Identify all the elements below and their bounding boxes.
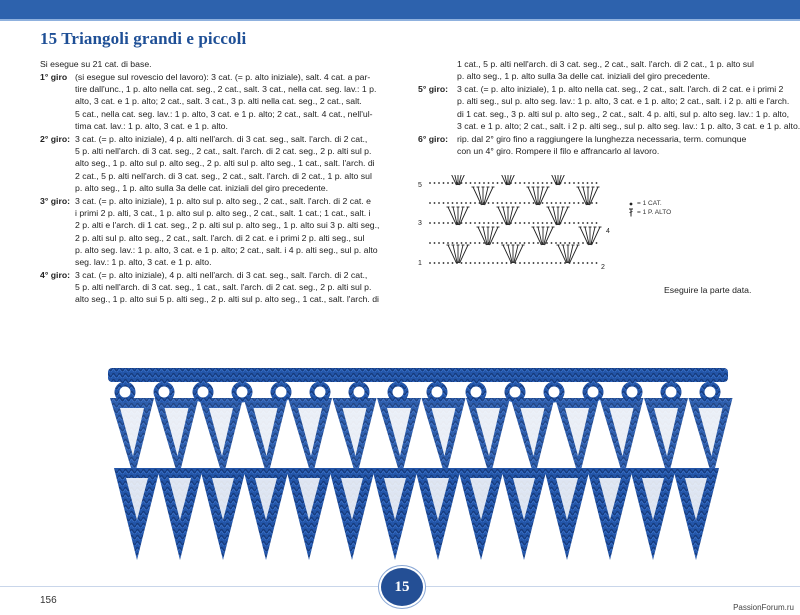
giro-line: 2 p. alti sul p. alto seg., 2 cat., salt. l'arch. di 2 cat. e i primi 2 p. alti seg., sul bbox=[75, 232, 365, 243]
chain-dot bbox=[497, 262, 499, 264]
giro-block bbox=[40, 269, 385, 306]
chain-dot bbox=[479, 222, 481, 224]
giro-line: 3 cat. (= p. alto iniziale), 1 p. alto nella cat. seg., 2 cat., salt. l'arch. di 2 cat. e i primi 2 bbox=[457, 84, 784, 94]
chain-dot bbox=[470, 242, 472, 244]
chain-dot bbox=[587, 262, 589, 264]
giro-line: p. alto seg., 1 p. alto sulla 3a delle cat. iniziali del giro precedente. bbox=[75, 182, 329, 193]
chain-dot bbox=[569, 182, 571, 184]
chain-dot bbox=[474, 222, 476, 224]
page-title: 15 Triangoli grandi e piccoli bbox=[40, 29, 247, 48]
chain-dot bbox=[542, 222, 544, 224]
lace-ring bbox=[273, 384, 289, 400]
chain-dot bbox=[447, 222, 449, 224]
chain-dot bbox=[528, 242, 530, 244]
header-bar bbox=[0, 0, 800, 19]
diagram-stitches bbox=[429, 175, 601, 264]
chain-dot bbox=[501, 262, 503, 264]
chain-dot bbox=[461, 202, 463, 204]
lace-ring bbox=[585, 384, 601, 400]
chain-dot bbox=[519, 242, 521, 244]
chain-dot bbox=[506, 202, 508, 204]
chain-dot bbox=[434, 182, 436, 184]
chain-dot bbox=[492, 202, 494, 204]
giro-block bbox=[40, 133, 385, 195]
chain-dot bbox=[533, 242, 535, 244]
chain-dot bbox=[452, 222, 454, 224]
chain-dot bbox=[560, 262, 562, 264]
chain-dot bbox=[429, 202, 431, 204]
chain-dot bbox=[546, 222, 548, 224]
legend-item-chain bbox=[628, 199, 671, 208]
chain-dot bbox=[564, 202, 566, 204]
chain-dot bbox=[578, 222, 580, 224]
lace-ring bbox=[195, 384, 211, 400]
chain-dot bbox=[443, 222, 445, 224]
chain-dot bbox=[483, 222, 485, 224]
chain-dot bbox=[429, 222, 431, 224]
chain-dot bbox=[515, 182, 517, 184]
lace-ring bbox=[663, 384, 679, 400]
chain-dot bbox=[483, 242, 485, 244]
chain-dot bbox=[587, 182, 589, 184]
row-label-3: 3 bbox=[418, 220, 422, 227]
chain-dot bbox=[551, 202, 553, 204]
giro-line: alto seg., 1 p. alto sui 5 p. alti seg., 2 p. alti sul p. alto seg., 1 cat., salt. l'arch. di bbox=[75, 294, 379, 305]
giro-line: alto seg., 1 p. alto sul p. alto seg., 2 p. alti sul p. alto seg., 1 cat., salt. l'arch. di bbox=[75, 158, 375, 169]
lace-ring bbox=[468, 384, 484, 400]
chain-dot bbox=[465, 202, 467, 204]
chain-dot bbox=[497, 242, 499, 244]
chain-dot bbox=[474, 262, 476, 264]
chain-dot bbox=[429, 262, 431, 264]
chain-dot bbox=[573, 202, 575, 204]
chain-dot bbox=[528, 182, 530, 184]
chain-dot bbox=[501, 242, 503, 244]
chain-dot bbox=[555, 262, 557, 264]
giro-label: 6° giro: bbox=[418, 133, 449, 144]
chain-dot bbox=[533, 202, 535, 204]
lace-ring bbox=[156, 384, 172, 400]
chain-dot bbox=[528, 262, 530, 264]
giro-block bbox=[40, 195, 385, 269]
chain-dot bbox=[546, 182, 548, 184]
chain-dot bbox=[470, 202, 472, 204]
chain-dot bbox=[537, 242, 539, 244]
row-label-5: 5 bbox=[418, 182, 422, 189]
chain-dot bbox=[528, 222, 530, 224]
giro-line: seg. lav.: 1 p. alto, 3 cat. e 1 p. alto. bbox=[75, 257, 212, 268]
giro-text bbox=[457, 83, 800, 132]
chain-dot bbox=[492, 242, 494, 244]
giro-line: i primi 2 p. alti, 3 cat., 1 p. alto sul p. alto seg., 2 cat., salt. 1 cat.; 1 cat., salt. i bbox=[75, 207, 371, 218]
chain-dot bbox=[438, 242, 440, 244]
chain-dot bbox=[501, 182, 503, 184]
chain-dot bbox=[582, 262, 584, 264]
chain-dot bbox=[515, 202, 517, 204]
chain-dot bbox=[474, 242, 476, 244]
giro-block bbox=[40, 71, 385, 133]
chain-dot bbox=[497, 202, 499, 204]
continuation-line: 1 cat., 5 p. alti nell'arch. di 3 cat. seg., 2 cat., salt. l'arch. di 2 cat., 1 p. alto sul bbox=[457, 59, 754, 69]
legend-label-stitch: = 1 P. ALTO bbox=[637, 209, 672, 216]
watermark: PassionForum.ru bbox=[733, 603, 794, 612]
chain-dot bbox=[456, 242, 458, 244]
chain-dot bbox=[591, 182, 593, 184]
chain-dot bbox=[470, 222, 472, 224]
chain-dot bbox=[573, 262, 575, 264]
giro-text bbox=[75, 269, 385, 306]
chain-dot bbox=[542, 182, 544, 184]
chain-dot bbox=[434, 222, 436, 224]
giro-line: con un 4° giro. Rompere il filo e affrancarlo al lavoro. bbox=[457, 145, 660, 156]
chain-dot bbox=[551, 262, 553, 264]
chain-dot bbox=[456, 202, 458, 204]
chain-dot bbox=[479, 262, 481, 264]
chain-dot bbox=[524, 182, 526, 184]
chain-dot bbox=[443, 182, 445, 184]
chain-dot bbox=[497, 222, 499, 224]
chain-dot bbox=[542, 262, 544, 264]
chain-dot bbox=[465, 182, 467, 184]
chain-dot bbox=[492, 182, 494, 184]
legend-item-stitch bbox=[628, 208, 671, 217]
chain-dot bbox=[492, 262, 494, 264]
chain-dot bbox=[537, 222, 539, 224]
lace-ring bbox=[507, 384, 523, 400]
lace-top-band bbox=[108, 368, 728, 382]
giro-line: tire dall'unc., 1 p. alto nella cat. seg., 2 cat., salt. 3 cat., nella cat. seg. lav.: 1 p. bbox=[75, 83, 377, 94]
chain-dot bbox=[596, 222, 598, 224]
chain-dot bbox=[564, 182, 566, 184]
chain-dot bbox=[447, 262, 449, 264]
chain-dot bbox=[465, 242, 467, 244]
photo-caption: Eseguire la parte data. bbox=[664, 285, 752, 295]
chain-dot bbox=[537, 262, 539, 264]
chain-dot bbox=[524, 222, 526, 224]
chain-dot bbox=[474, 182, 476, 184]
chain-dot bbox=[488, 262, 490, 264]
chain-dot bbox=[555, 242, 557, 244]
giro-label: 2° giro: bbox=[40, 133, 71, 144]
giro-line: 3 cat. (= p. alto iniziale), 4 p. alti nell'arch. di 3 cat. seg., salt. l'arch. di 2 cat., bbox=[75, 269, 368, 280]
chain-dot bbox=[569, 202, 571, 204]
tall-stitch-icon bbox=[628, 208, 634, 217]
giro-line: 2 cat., 5 p. alti nell'arch. di 3 cat. seg., 2 cat., salt. l'arch. di 2 cat., 1 p. alto sul bbox=[75, 170, 372, 181]
chain-dot bbox=[515, 222, 517, 224]
pattern-number-badge: 15 bbox=[379, 566, 425, 608]
chain-dot bbox=[470, 262, 472, 264]
chain-dot bbox=[551, 242, 553, 244]
chain-dot bbox=[582, 202, 584, 204]
chain-dot bbox=[506, 242, 508, 244]
chain-dot bbox=[483, 262, 485, 264]
chain-dot bbox=[434, 262, 436, 264]
giro-block bbox=[418, 83, 800, 132]
continuation-text bbox=[457, 58, 763, 83]
chain-dot bbox=[555, 202, 557, 204]
chain-dot bbox=[443, 202, 445, 204]
chain-dot bbox=[546, 262, 548, 264]
chain-dot bbox=[497, 182, 499, 184]
giro-text bbox=[457, 133, 763, 158]
lace-ring bbox=[351, 384, 367, 400]
lace-ring bbox=[117, 384, 133, 400]
chain-dot bbox=[546, 202, 548, 204]
chain-dot bbox=[429, 242, 431, 244]
lace-ring bbox=[546, 384, 562, 400]
chain-dot bbox=[596, 182, 598, 184]
giro-line: 2 p. alti e l'arch. di 1 cat. seg., 2 p. alti sul p. alto seg., 1 p. alto sui 3 p. alti seg., bbox=[75, 220, 380, 231]
chain-dot bbox=[461, 242, 463, 244]
chain-dot bbox=[533, 262, 535, 264]
chain-dot bbox=[546, 242, 548, 244]
giro-label: 3° giro: bbox=[40, 195, 71, 206]
giro-line: alto, 3 cat. e 1 p. alto; 2 cat., salt. 3 cat., 3 p. alti nella cat. seg., 2 cat., salt. bbox=[75, 96, 362, 107]
giro-line: 3 cat. e 1 p. alto; 2 cat., salt. i 2 p. alti seg., sul p. alto seg. lav.: 1 p. alto, 3 cat. e 1 p. alto. bbox=[457, 121, 800, 132]
crochet-lace-photo bbox=[100, 360, 740, 570]
chain-dot bbox=[519, 182, 521, 184]
giro-label: 1° giro bbox=[40, 71, 68, 82]
lace-ring bbox=[429, 384, 445, 400]
chain-dot bbox=[452, 182, 454, 184]
chain-dot bbox=[465, 262, 467, 264]
chain-dot bbox=[533, 182, 535, 184]
giro-text bbox=[75, 133, 385, 195]
chain-dot bbox=[483, 182, 485, 184]
chain-dot bbox=[582, 222, 584, 224]
lace-ring bbox=[390, 384, 406, 400]
chain-dot bbox=[560, 242, 562, 244]
chain-dot bbox=[524, 202, 526, 204]
chain-dot bbox=[501, 202, 503, 204]
chain-dot bbox=[488, 202, 490, 204]
chain-dot bbox=[443, 262, 445, 264]
lace-ring bbox=[312, 384, 328, 400]
row-label-4: 4 bbox=[606, 228, 610, 235]
chain-dot bbox=[501, 222, 503, 224]
giro-line: 5 p. alti nell'arch. di 3 cat. seg., 2 cat., salt. l'arch. di 2 cat. seg., 2 p. alti sul p. bbox=[75, 145, 372, 156]
giro-line: p. alti seg., sul p. alto seg. lav.: 1 p. alto, 3 cat. e 1 p. alto; 2 cat., salt. i 2 p. alti e l'arch. bbox=[457, 96, 790, 107]
chain-dot bbox=[569, 242, 571, 244]
chain-dot bbox=[452, 202, 454, 204]
dot-icon bbox=[628, 200, 634, 208]
giro-label: 4° giro: bbox=[40, 269, 71, 280]
chain-dot bbox=[434, 202, 436, 204]
chain-dot bbox=[524, 242, 526, 244]
chain-dot bbox=[528, 202, 530, 204]
chain-dot bbox=[573, 242, 575, 244]
chain-dot bbox=[537, 182, 539, 184]
header-stripe bbox=[0, 19, 800, 21]
chain-dot bbox=[452, 262, 454, 264]
chain-dot bbox=[533, 222, 535, 224]
chain-dot bbox=[506, 262, 508, 264]
chain-dot bbox=[591, 202, 593, 204]
chain-dot bbox=[488, 222, 490, 224]
lace-ring bbox=[702, 384, 718, 400]
chain-dot bbox=[578, 242, 580, 244]
chain-dot bbox=[573, 222, 575, 224]
chain-dot bbox=[573, 182, 575, 184]
chain-dot bbox=[492, 222, 494, 224]
chain-dot bbox=[447, 182, 449, 184]
giro-text bbox=[75, 195, 385, 269]
chain-dot bbox=[519, 202, 521, 204]
chain-dot bbox=[596, 262, 598, 264]
chain-dot bbox=[564, 242, 566, 244]
chain-dot bbox=[551, 182, 553, 184]
intro-text: Si esegue su 21 cat. di base. bbox=[40, 59, 152, 69]
chain-dot bbox=[452, 242, 454, 244]
chain-dot bbox=[596, 202, 598, 204]
chain-dot bbox=[564, 222, 566, 224]
chain-dot bbox=[438, 202, 440, 204]
giro-text bbox=[75, 71, 385, 133]
giro-line: rip. dal 2° giro fino a raggiungere la lunghezza necessaria, term. comunque bbox=[457, 133, 747, 144]
legend-label-chain: = 1 CAT. bbox=[637, 200, 662, 207]
giro-line: tima cat. lav.: 1 p. alto, 3 cat. e 1 p. alto. bbox=[75, 120, 228, 131]
row-label-1: 1 bbox=[418, 260, 422, 267]
chain-dot bbox=[515, 242, 517, 244]
chain-dot bbox=[479, 182, 481, 184]
chain-dot bbox=[429, 182, 431, 184]
giro-line: p. alto seg. lav.: 1 p. alto, 3 cat. e 1 p. alto; 2 cat., salt. i 4 p. alti seg., sul p. alto bbox=[75, 244, 378, 255]
giro-line: di 1 cat. seg., 3 p. alti sul p. alto seg., 2 cat., salt. 4 p. alti, sul p. alto seg. lav.: 1 p. alto, bbox=[457, 108, 790, 119]
chain-dot bbox=[524, 262, 526, 264]
chain-dot bbox=[542, 202, 544, 204]
chain-dot bbox=[438, 222, 440, 224]
giro-label: 5° giro: bbox=[418, 84, 449, 94]
chain-dot bbox=[510, 202, 512, 204]
chain-dot bbox=[447, 202, 449, 204]
chain-dot bbox=[434, 242, 436, 244]
giro-line: 3 cat. (= p. alto iniziale), 4 p. alti nell'arch. di 3 cat. seg., salt. l'arch. di 2 cat., bbox=[75, 133, 368, 144]
chain-dot bbox=[578, 182, 580, 184]
chain-dot bbox=[461, 262, 463, 264]
chain-dot bbox=[578, 202, 580, 204]
continuation-line: p. alto seg., 1 p. alto sulla 3a delle cat. iniziali del giro precedente. bbox=[457, 71, 711, 82]
chain-dot bbox=[519, 262, 521, 264]
chain-dot bbox=[551, 222, 553, 224]
chain-dot bbox=[519, 222, 521, 224]
chain-dot bbox=[443, 242, 445, 244]
chain-dot bbox=[479, 242, 481, 244]
chain-dot bbox=[591, 222, 593, 224]
giro-block bbox=[418, 133, 763, 158]
page-number: 156 bbox=[40, 595, 57, 606]
giro-line: 5 p. alti nell'arch. di 3 cat. seg., 1 cat., salt. l'arch. di 2 cat. seg., 2 p. alti sul p. bbox=[75, 281, 372, 292]
giro-line: 5 cat., nella cat. seg. lav.: 1 p. alto, 3 cat. e 1 p. alto; 2 cat., salt. 4 cat., nell'ul- bbox=[75, 108, 373, 119]
giro-line: 3 cat. (= p. alto iniziale), 1 p. alto sul p. alto seg., 2 cat., salt. l'arch. di 2 cat. e bbox=[75, 195, 371, 206]
chain-dot bbox=[474, 202, 476, 204]
chain-dot bbox=[591, 262, 593, 264]
chain-dot bbox=[510, 242, 512, 244]
lace-ring bbox=[624, 384, 640, 400]
chain-dot bbox=[438, 262, 440, 264]
chain-dot bbox=[438, 182, 440, 184]
chain-dot bbox=[488, 182, 490, 184]
chain-dot bbox=[447, 242, 449, 244]
chain-dot bbox=[578, 262, 580, 264]
chain-dot bbox=[587, 222, 589, 224]
chain-dot bbox=[582, 182, 584, 184]
diagram-legend bbox=[628, 199, 671, 217]
crochet-diagram bbox=[418, 175, 618, 275]
row-label-2: 2 bbox=[601, 264, 605, 271]
chain-dot bbox=[465, 222, 467, 224]
lace-ring bbox=[234, 384, 250, 400]
giro-line: (si esegue sul rovescio del lavoro): 3 cat. (= p. alto iniziale), salt. 4 cat. a par- bbox=[75, 71, 371, 82]
chain-dot bbox=[582, 242, 584, 244]
chain-dot bbox=[596, 242, 598, 244]
chain-dot bbox=[569, 222, 571, 224]
chain-dot bbox=[560, 202, 562, 204]
chain-dot bbox=[470, 182, 472, 184]
